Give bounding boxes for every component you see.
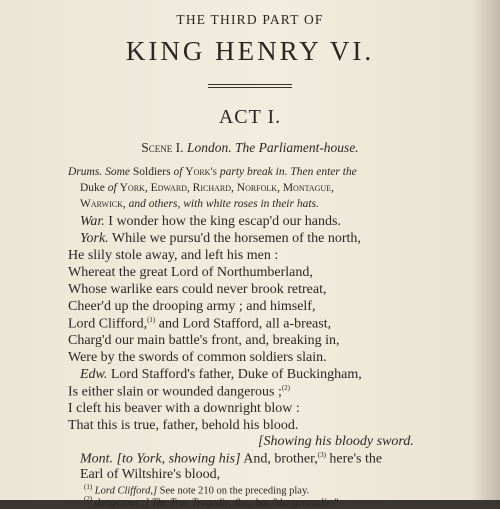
sd-word: Warwick, (80, 198, 126, 210)
sd-word: of (173, 166, 183, 178)
stage-direction: [Showing his bloody sword. (258, 434, 414, 449)
verse-line (80, 367, 362, 383)
stage-direction-line-3 (80, 198, 319, 210)
verse-line (80, 451, 382, 468)
speaker: Edw. (80, 367, 108, 382)
verse-line (80, 214, 341, 230)
footnote-mark: (2) (84, 495, 93, 503)
verse-text: And, brother, (243, 451, 318, 467)
stage-direction-line-1 (68, 166, 357, 178)
verse-text: While we pursu'd the horsemen of the north, (111, 231, 361, 246)
footnote-ref: dangerous ;] (94, 497, 149, 509)
sd-word: and others, with white roses in their hats. (128, 198, 319, 210)
title-rule (208, 84, 292, 88)
sd-word: Duke (80, 182, 105, 194)
sd-word: Some (105, 166, 130, 178)
verse-text: Is either slain or wounded dangerous ; (68, 384, 282, 400)
footnote-ref: (3) (317, 451, 326, 459)
play-title: KING HENRY VI. (125, 36, 375, 66)
verse-line: Charg'd our main battle's front, and, breaking in, (68, 333, 340, 348)
verse-line (80, 231, 361, 247)
verse-line: Cheer'd up the drooping army ; and himself, (68, 299, 316, 314)
footnote-mark: (1) (84, 483, 93, 491)
footnote-ref: (2) (281, 384, 291, 392)
scene-heading (0, 140, 500, 156)
verse-line: Were by the swords of common soldiers slain. (68, 350, 327, 365)
footnote-text: See note 210 on the preceding play. (159, 485, 310, 497)
sd-word: York's (185, 166, 217, 178)
stage-direction: [to York, showing his] (116, 451, 241, 467)
verse-line (68, 384, 290, 401)
scene-label: Scene I. (141, 140, 184, 155)
act-heading: ACT I. (218, 106, 282, 128)
verse-line: Whose warlike ears could never brook retreat, (68, 282, 327, 297)
verse-text: I wonder how the king escap'd our hands. (108, 214, 341, 229)
verse-line (68, 316, 331, 333)
sd-word: Soldiers (132, 166, 171, 178)
speaker: War. (80, 214, 105, 229)
verse-text: Lord Stafford's father, Duke of Buckingham, (110, 367, 362, 382)
verse-text: here's the (329, 451, 383, 467)
sd-word: Then enter the (290, 166, 357, 178)
verse-line: Whereat the great Lord of Northumberland, (68, 265, 313, 280)
stage-direction-line-2 (80, 182, 334, 194)
page-shadow (472, 0, 500, 500)
speaker: York. (80, 231, 109, 246)
verse-line: That this is true, father, behold his blood. (68, 418, 299, 433)
footnote-ref: (1) (147, 316, 156, 324)
footnote-ref: Lord Clifford,] (94, 485, 158, 497)
speaker: Mont. (80, 451, 114, 467)
verse-line: He slily stole away, and left his men : (68, 248, 279, 263)
sd-word: party break in. (219, 166, 288, 178)
verse-line: Earl of Wiltshire's blood, (80, 467, 221, 482)
sd-word: York, Edward, Richard, Norfolk, Montague, (119, 182, 334, 194)
verse-line: I cleft his beaver with a downright blow : (68, 401, 300, 416)
footnote-text: The True Tragedie, &c., has "dangerouslie." (151, 497, 339, 509)
verse-text: Lord Clifford, (68, 316, 148, 332)
sd-word: of (107, 182, 117, 194)
scene-place: London. The Parliament-house. (186, 140, 359, 155)
footnote (84, 495, 338, 509)
verse-text: and Lord Stafford, all a-breast, (158, 316, 332, 332)
sd-word: Drums. (68, 166, 103, 178)
part-title: THE THIRD PART OF (176, 12, 324, 27)
